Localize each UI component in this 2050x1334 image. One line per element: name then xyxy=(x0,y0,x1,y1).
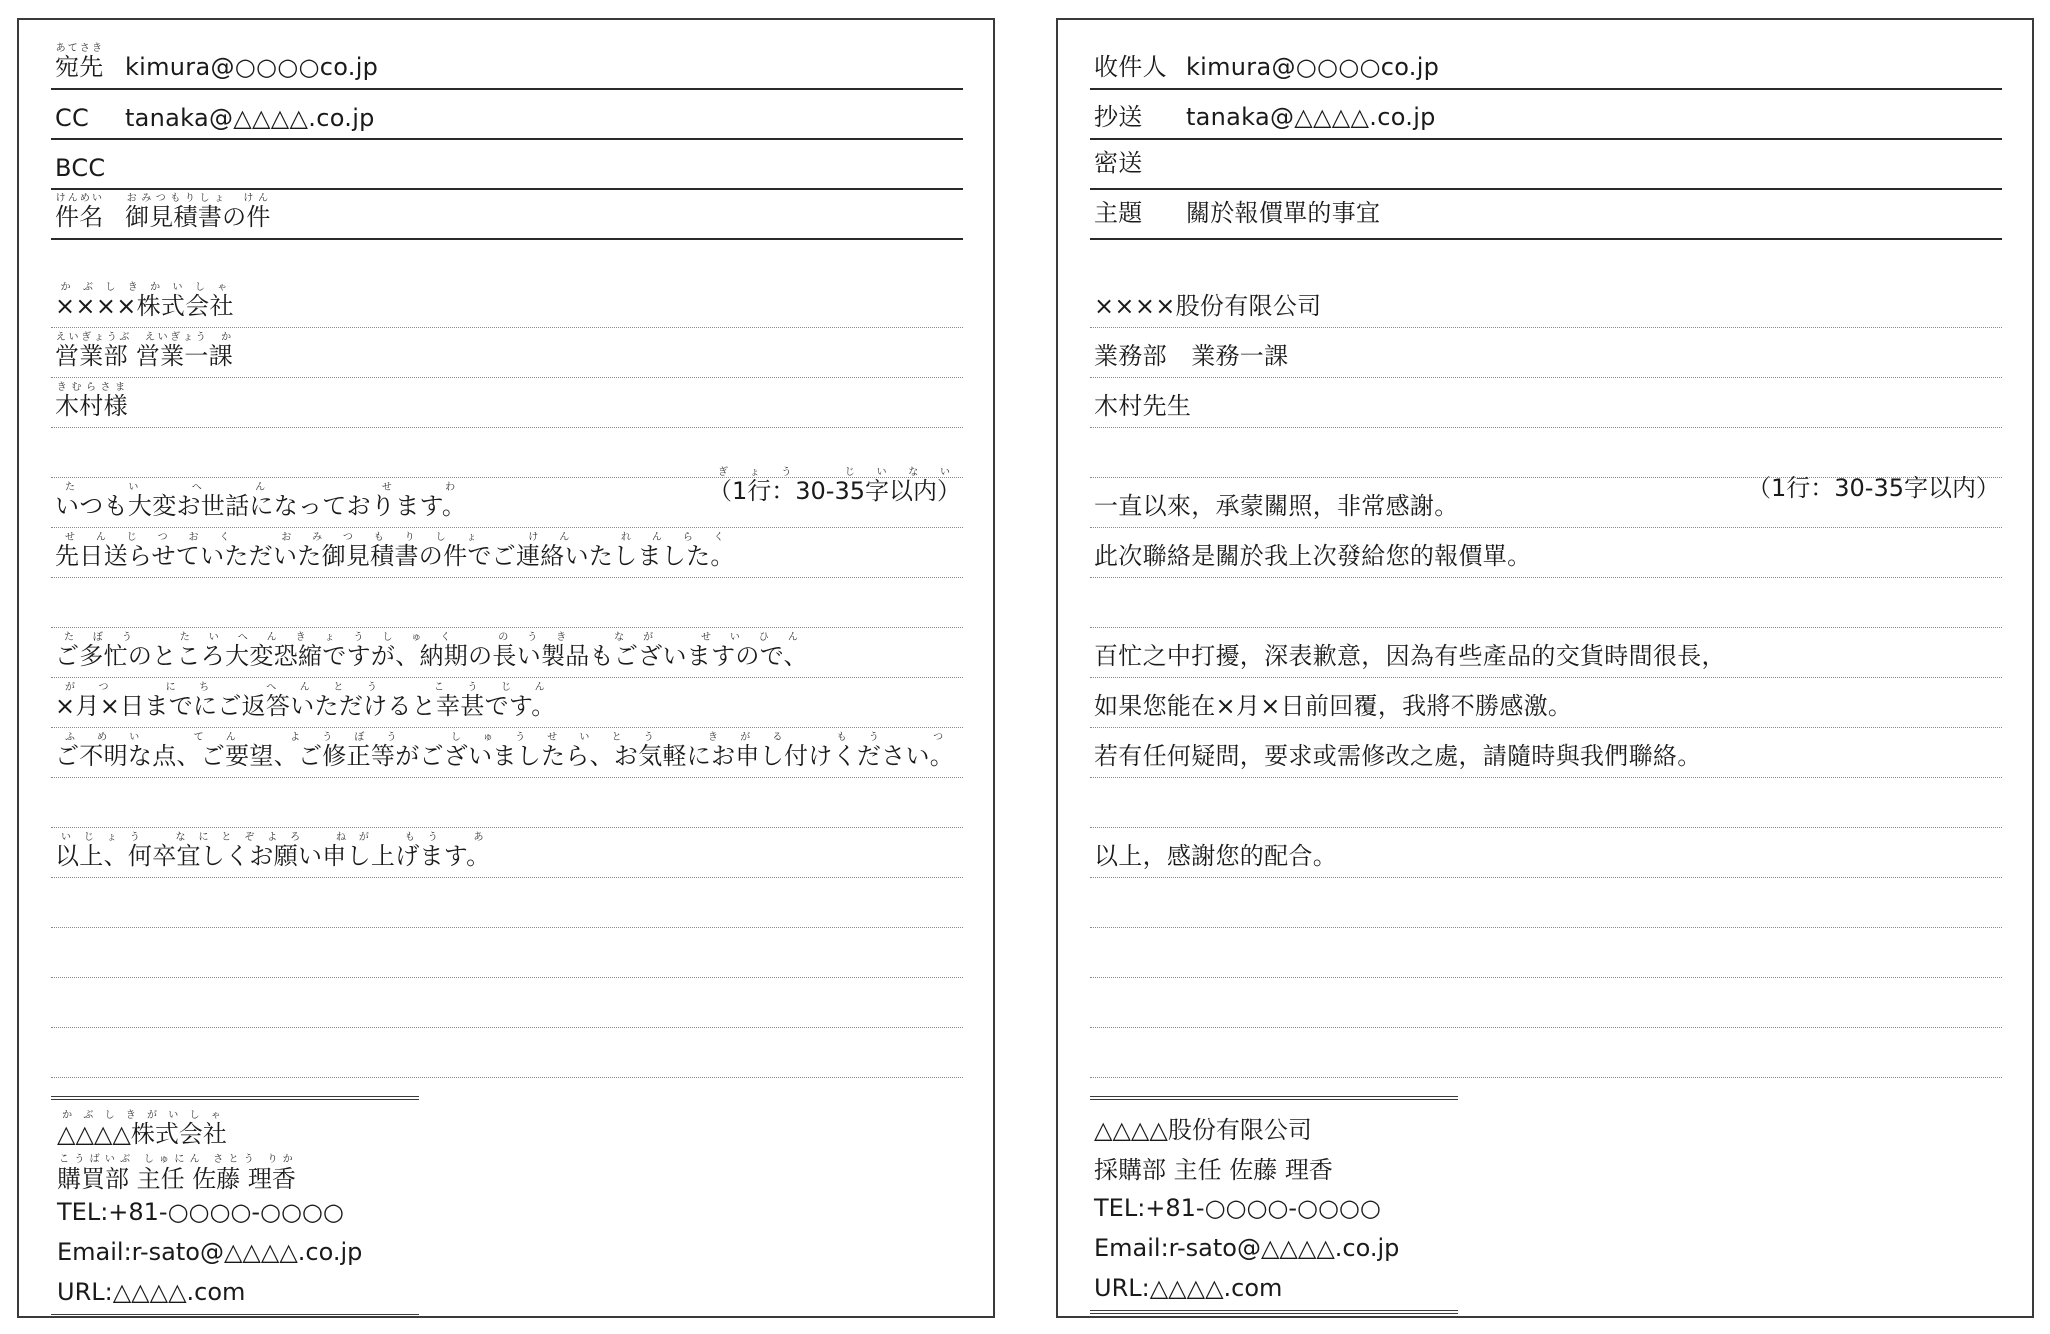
subject-label: 件名けんめい xyxy=(55,193,104,231)
signature-email: Email:r-sato@△△△△.co.jp xyxy=(1094,1234,1400,1262)
signature-person: 採購部 主任 佐藤 理香 xyxy=(1094,1156,1333,1184)
body-line-text: 営業部 営業一課えいぎょうぶ えいぎょう か xyxy=(55,332,234,370)
subject-row xyxy=(51,190,963,240)
to-value: kimura@○○○○co.jp xyxy=(124,53,379,81)
body-line xyxy=(1090,728,2002,778)
signature-email: Email:r-sato@△△△△.co.jp xyxy=(57,1238,363,1266)
body-line xyxy=(1090,578,2002,628)
bcc-row xyxy=(51,140,963,190)
bcc-label: BCC xyxy=(55,154,106,182)
body-line-text: 如果您能在×月×日前回覆，我將不勝感激。 xyxy=(1094,692,1573,720)
body-line-text: 以上、何卒宜しくお願い申し上げます。いじょう なにとぞよろ ねが もう あ xyxy=(55,832,491,870)
cc-row xyxy=(51,90,963,140)
cc-label: 抄送 xyxy=(1094,103,1143,131)
body-line-text: ご不明な点、ご要望、ご修正等がございましたら、お気軽にお申し付けください。ふめい てん ようぼう しゅうせいとう きがる もう つ xyxy=(55,732,955,770)
subject-row xyxy=(1090,190,2002,240)
body-line xyxy=(51,378,963,428)
signature-tel: TEL:+81-○○○○-○○○○ xyxy=(1094,1194,1381,1222)
body-line xyxy=(51,1028,963,1078)
body-line xyxy=(1090,378,2002,428)
email-template-chinese xyxy=(1056,18,2034,1318)
body-line xyxy=(51,628,963,678)
body-line xyxy=(1090,778,2002,828)
signature-block xyxy=(1090,1096,1458,1314)
email-template-japanese xyxy=(17,18,995,1318)
body-line xyxy=(1090,328,2002,378)
body-line xyxy=(1090,678,2002,728)
bcc-label: 密送 xyxy=(1094,149,1143,177)
to-row xyxy=(51,40,963,90)
signature-company: △△△△株式会社かぶしきがいしゃ xyxy=(57,1110,227,1148)
body-line-text: 業務部 業務一課 xyxy=(1094,342,1289,370)
body-line xyxy=(51,978,963,1028)
body-line-text: 木村様きむらさま xyxy=(55,382,128,420)
body-line xyxy=(1090,828,2002,878)
cc-value: tanaka@△△△△.co.jp xyxy=(1185,103,1436,131)
body-line xyxy=(51,278,963,328)
body-line-text: ×月×日までにご返答いただけると幸甚です。がつ にち へんとう こうじん xyxy=(55,682,556,720)
body-line xyxy=(1090,928,2002,978)
to-label: 宛先あてさき xyxy=(55,43,104,81)
body-line xyxy=(51,778,963,828)
cc-label: CC xyxy=(55,104,90,132)
body-line xyxy=(51,728,963,778)
bcc-underline xyxy=(1090,140,2002,190)
cc-value: tanaka@△△△△.co.jp xyxy=(124,104,375,132)
body-line xyxy=(51,828,963,878)
body-line xyxy=(1090,878,2002,928)
body-line-text: 若有任何疑問，要求或需修改之處，請隨時與我們聯絡。 xyxy=(1094,742,1702,770)
body-line xyxy=(1090,978,2002,1028)
signature-tel: TEL:+81-○○○○-○○○○ xyxy=(57,1198,344,1226)
body-line-text: いつも大変お世話になっております。たいへん せわ xyxy=(55,482,467,520)
body-line xyxy=(51,878,963,928)
signature-url: URL:△△△△.com xyxy=(1094,1274,1283,1302)
to-row xyxy=(1090,40,2002,90)
subject-value: 關於報價單的事宜 xyxy=(1185,199,1381,227)
cc-row xyxy=(1090,90,2002,140)
line-length-note: （1行：30-35字以内）ぎょう じいない xyxy=(707,467,961,505)
body-line xyxy=(51,328,963,378)
body-line-text: 木村先生 xyxy=(1094,392,1192,420)
to-value: kimura@○○○○co.jp xyxy=(1185,53,1440,81)
body-line xyxy=(1090,278,2002,328)
body-line xyxy=(1090,628,2002,678)
body-line-text: 先日送らせていただいた御見積書の件でご連絡いたしました。せんじつおく おみつもりしょ けん れんらく xyxy=(55,532,735,570)
body-line xyxy=(51,528,963,578)
body-line xyxy=(51,928,963,978)
line-length-note: （1行：30-35字以内） xyxy=(1746,474,2000,502)
signature-block xyxy=(51,1096,419,1318)
body-line-text: 百忙之中打擾，深表歉意，因為有些產品的交貨時間很長， xyxy=(1094,642,1726,670)
body-line-text: 此次聯絡是關於我上次發給您的報價單。 xyxy=(1094,542,1532,570)
body-line xyxy=(1090,528,2002,578)
body-line-text: ××××股份有限公司 xyxy=(1094,292,1322,320)
to-label: 收件人 xyxy=(1094,53,1167,81)
body-line xyxy=(51,678,963,728)
body-line-text: 一直以來，承蒙關照，非常感謝。 xyxy=(1094,492,1459,520)
signature-url: URL:△△△△.com xyxy=(57,1278,246,1306)
body-line-text: 以上，感謝您的配合。 xyxy=(1094,842,1337,870)
subject-label: 主題 xyxy=(1094,199,1143,227)
signature-company: △△△△股份有限公司 xyxy=(1094,1116,1312,1144)
subject-value: 御見積書の件おみつもりしょ けん xyxy=(124,193,271,231)
body-line xyxy=(1090,1028,2002,1078)
body-line xyxy=(51,578,963,628)
body-line-text: ご多忙のところ大変恐縮ですが、納期の長い製品もございますので、たぼう たいへんきょうしゅく のうき なが せいひん xyxy=(55,632,808,670)
body-line-text: ××××株式会社かぶしきかいしゃ xyxy=(55,282,234,320)
signature-person: 購買部 主任 佐藤 理香こうばいぶ しゅにん さとう りか xyxy=(57,1154,296,1193)
